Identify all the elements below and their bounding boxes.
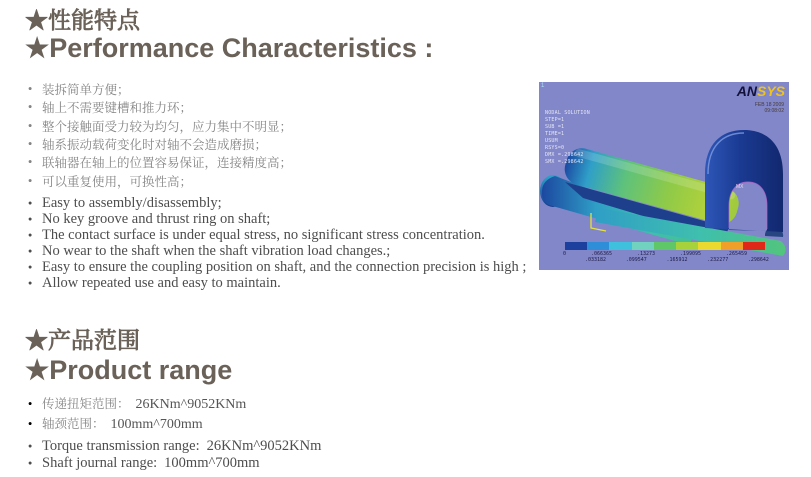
performance-bullets-cn bbox=[28, 80, 292, 190]
colorbar-label: .232277 bbox=[707, 257, 729, 263]
colorbar-label: .298642 bbox=[747, 257, 769, 263]
colorbar-segment bbox=[721, 242, 743, 250]
colorbar-segment bbox=[632, 242, 654, 250]
colorbar-label: .199095 bbox=[679, 251, 701, 257]
product-bullets-cn bbox=[28, 394, 246, 434]
ansys-logo-sys: SYS bbox=[756, 83, 785, 99]
product-bullet-value: 26KNm^9052KNm bbox=[206, 438, 322, 454]
product-bullet-label: ● Shaft journal range: bbox=[42, 454, 158, 471]
ansys-info-line: TIME=1 bbox=[545, 131, 565, 137]
colorbar-label: .033182 bbox=[585, 257, 607, 263]
product-bullet-value: 100mm^700mm bbox=[110, 417, 203, 432]
model-max-label: MX bbox=[736, 184, 744, 190]
ansys-info-line: USUM bbox=[545, 138, 558, 144]
performance-title-cn: ★性能特点 bbox=[25, 7, 140, 33]
ansys-info-line: SMX =.298642 bbox=[545, 159, 584, 165]
performance-bullets-en bbox=[28, 195, 526, 291]
colorbar-label: .13273 bbox=[636, 251, 655, 257]
performance-bullet-cn: ● 轴上不需要键槽和推力环； bbox=[28, 98, 292, 116]
product-bullet-value: 100mm^700mm bbox=[164, 454, 260, 471]
ansys-info-line: RSYS=0 bbox=[545, 145, 565, 151]
colorbar-segment bbox=[565, 242, 587, 250]
ansys-info-text bbox=[545, 89, 590, 166]
colorbar-label: .066365 bbox=[590, 251, 613, 257]
ansys-logo bbox=[737, 84, 785, 98]
product-bullet-cn bbox=[28, 414, 246, 434]
ansys-info-line: SUB =1 bbox=[545, 124, 565, 130]
product-bullet-label: ● 轴颈范围： bbox=[42, 417, 105, 431]
ansys-simulation-image bbox=[539, 82, 789, 270]
performance-bullet-cn: ● 联轴器在轴上的位置容易保证，连接精度高； bbox=[28, 153, 292, 171]
product-bullet-value: 26KNm^9052KNm bbox=[135, 397, 247, 412]
colorbar-segment bbox=[676, 242, 698, 250]
performance-bullet-en: ● No wear to the shaft when the shaft vibration load changes.; bbox=[28, 243, 526, 259]
colorbar-segment bbox=[698, 242, 720, 250]
ansys-datetime bbox=[755, 102, 784, 114]
ansys-info-line: STEP=1 bbox=[545, 117, 565, 123]
ansys-info-line: NODAL SOLUTION bbox=[545, 110, 590, 116]
product-bullet-cn bbox=[28, 394, 246, 414]
product-title-en: ★Product range bbox=[25, 355, 233, 385]
performance-bullet-cn: ● 可以重复使用，可换性高； bbox=[28, 171, 292, 189]
colorbar-label: 0 bbox=[563, 251, 567, 257]
product-bullet-label: ● Torque transmission range: bbox=[42, 438, 200, 454]
product-bullet-en bbox=[28, 455, 321, 472]
performance-bullet-en: ● Easy to assembly/disassembly; bbox=[28, 195, 526, 211]
performance-bullet-en: ● Allow repeated use and easy to maintain. bbox=[28, 275, 526, 291]
colorbar-segment bbox=[654, 242, 676, 250]
colorbar-segment bbox=[609, 242, 631, 250]
colorbar-label: .099547 bbox=[625, 257, 647, 263]
colorbar-segment bbox=[743, 242, 765, 250]
performance-title-en: ★Performance Characteristics : bbox=[25, 33, 434, 63]
performance-bullet-cn: ● 轴系振动载荷变化时对轴不会造成磨损； bbox=[28, 135, 292, 153]
performance-bullet-en: ● The contact surface is under equal stress, no significant stress concentration. bbox=[28, 227, 526, 243]
ansys-datetime-line: FEB 18 2009 bbox=[754, 102, 784, 108]
performance-bullet-cn: ● 装拆简单方便； bbox=[28, 80, 292, 98]
ansys-logo-an: AN bbox=[736, 83, 757, 99]
colorbar-segment bbox=[587, 242, 609, 250]
ansys-datetime-line: 09:08:02 bbox=[764, 108, 784, 114]
ansys-window-number: 1 bbox=[541, 83, 545, 89]
performance-bullet-en: ● No key groove and thrust ring on shaft; bbox=[28, 211, 526, 227]
colorbar-label: .165912 bbox=[666, 257, 688, 263]
colorbar-labels-row2 bbox=[585, 258, 769, 263]
colorbar-label: .265459 bbox=[725, 251, 747, 257]
ansys-info-line: DMX =.298642 bbox=[545, 152, 584, 158]
stress-colorbar bbox=[565, 242, 765, 250]
product-bullets-en bbox=[28, 438, 321, 471]
performance-bullet-cn: ● 整个接触面受力较为均匀，应力集中不明显； bbox=[28, 117, 292, 135]
product-bullet-en bbox=[28, 438, 321, 455]
product-title-cn: ★产品范围 bbox=[25, 327, 140, 353]
performance-bullet-en: ● Easy to ensure the coupling position on shaft, and the connection precision is high ; bbox=[28, 259, 526, 275]
product-bullet-label: ● 传递扭矩范围： bbox=[42, 397, 130, 411]
